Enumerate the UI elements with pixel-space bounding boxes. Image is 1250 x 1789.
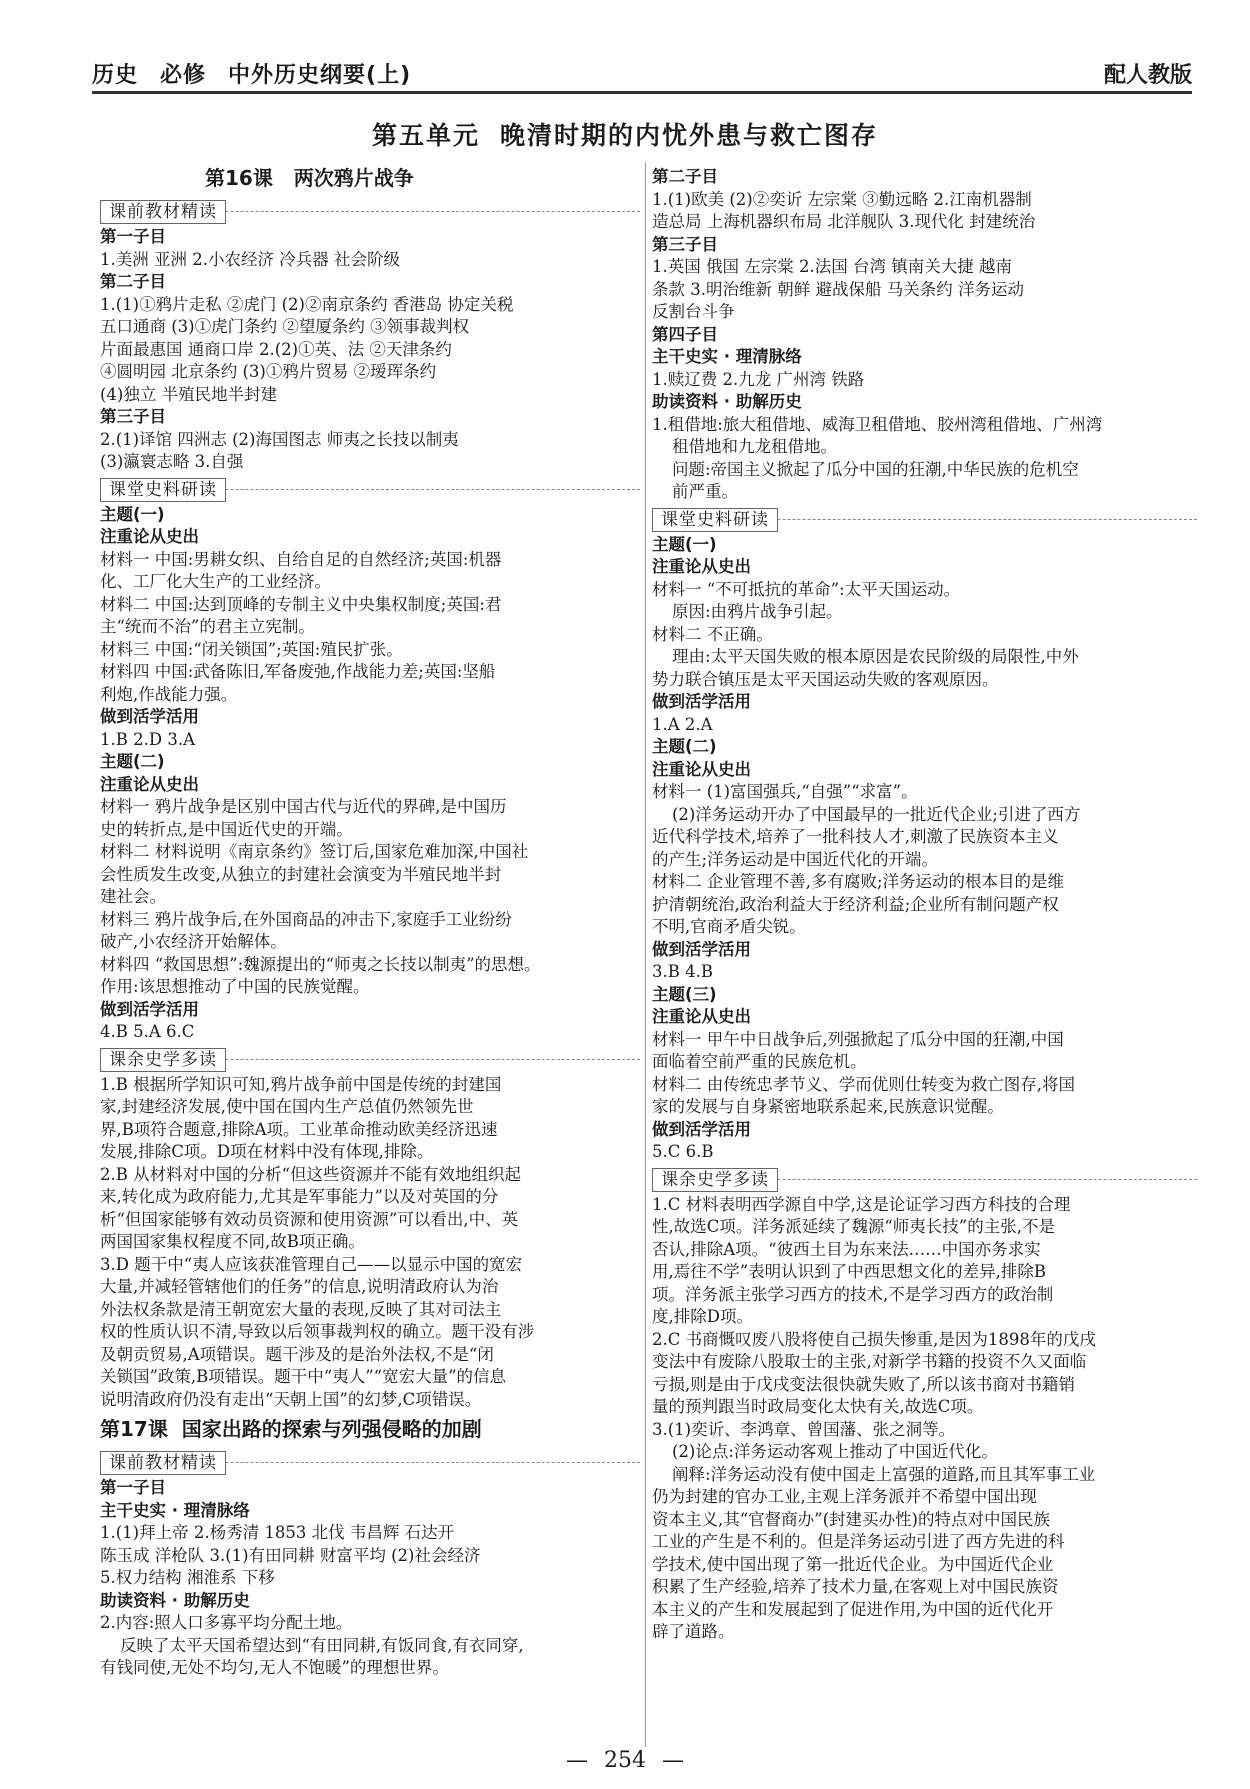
material-line: 材料四 “救国思想”:魏源提出的“师夷之长技以制夷”的思想。 (100, 954, 541, 974)
explanation-line: 外法权条款是清王朝宽宏大量的表现,反映了其对司法主 (100, 1299, 502, 1319)
material-line: 会性质发生改变,从独立的封建社会演变为半殖民地半封 (100, 864, 502, 884)
material-line: 破产,小农经济开始解体。 (100, 932, 287, 951)
material-line: 的产生;洋务运动是中国近代化的开端。 (652, 849, 939, 869)
material-line: 材料二 材料说明《南京条约》签订后,国家危难加深,中国社 (100, 842, 529, 861)
explanation-line: 1.B 根据所学知识可知,鸦片战争前中国是传统的封建国 (100, 1074, 502, 1094)
lesson-16-number: 第16课 (205, 166, 273, 190)
subheading: 第二子目 (100, 272, 166, 291)
lesson-17-name: 国家出路的探索与列强侵略的加剧 (181, 1417, 482, 1441)
section-pre-reading-2 (100, 1447, 640, 1477)
subheading: 助读资料 · 助解历史 (652, 392, 802, 411)
answer-line: ④圆明园 北京条约 (3)①鸦片贸易 ②瑷珲条约 (100, 362, 437, 381)
explanation-line: 项。洋务派主张学习西方的技术,不是学习西方的政治制 (652, 1284, 1054, 1304)
explanation-line: 用,焉往不学”表明认识到了中西思想文化的差异,排除B (652, 1262, 1047, 1281)
answer-line: 2.内容:照人口多寡平均分配土地。 (100, 1613, 353, 1632)
material-line: 材料二 由传统忠孝节义、学而优则仕转变为救亡图存,将国 (652, 1074, 1075, 1094)
material-line: 材料一 “不可抵抗的革命”:太平天国运动。 (652, 579, 961, 599)
page-number (0, 1748, 1250, 1773)
header-rule (92, 91, 1192, 94)
material-line: (2)洋务运动开办了中国最早的一批近代企业;引进了西方 (672, 804, 1081, 824)
material-line: 原因:由鸦片战争引起。 (672, 602, 843, 621)
subheading: 做到活学活用 (100, 707, 199, 726)
answer-line: (3)瀛寰志略 3.自强 (100, 452, 244, 471)
unit-name: 晚清时期的内忧外患与救亡图存 (500, 121, 879, 150)
section-pre-reading-label: 课前教材精读 (100, 200, 226, 224)
section-classroom (100, 474, 640, 504)
material-line: 近代科学技术,培养了一批科技人才,刺激了民族资本主义 (652, 827, 1059, 846)
answer-line: 前严重。 (672, 482, 738, 501)
topic-heading: 主题(一) (100, 504, 165, 524)
explanation-line: 2.C 书商慨叹废八股将使自己损失惨重,是因为1898年的戊戌 (652, 1329, 1096, 1349)
answer-line: 4.B 5.A 6.C (100, 1022, 195, 1041)
explanation-line: 度,排除D项。 (652, 1307, 753, 1326)
explanation-line: 2.B 从材料对中国的分析“但这些资源并不能有效地组织起 (100, 1164, 522, 1184)
topic-heading: 主题(一) (652, 534, 717, 554)
material-line: 材料二 中国:达到顶峰的专制主义中央集权制度;英国:君 (100, 594, 502, 614)
explanation-line: 来,转化成为政府能力,尤其是军事能力”以及对英国的分 (100, 1187, 499, 1206)
left-column (100, 160, 640, 1680)
material-line: 主“统而不治”的君主立宪制。 (100, 617, 315, 636)
answer-line: 反映了太平天国希望达到“有田同耕,有饭同食,有衣同穿, (120, 1635, 524, 1655)
material-line: 材料一 (1)富国强兵,“自强”“求富”。 (652, 782, 918, 801)
material-line: 史的转折点,是中国近代史的开端。 (100, 819, 353, 839)
header-book: 中外历史纲要(上) (228, 63, 412, 88)
subheading: 做到活学活用 (652, 1119, 751, 1139)
explanation-line: 阐释:洋务运动没有使中国走上富强的道路,而且其军事工业 (672, 1464, 1096, 1484)
material-line: 建社会。 (100, 887, 166, 906)
right-column (652, 166, 1197, 1644)
material-line: 材料二 不正确。 (652, 624, 773, 644)
section-pre-reading-2-label: 课前教材精读 (100, 1451, 226, 1475)
material-line: 利炮,作战能力强。 (100, 684, 238, 704)
material-line: 材料三 中国:“闭关锁国”;英国:殖民扩张。 (100, 639, 403, 659)
answer-line: 3.B 4.B (652, 962, 713, 981)
section-pre-reading (100, 196, 640, 226)
subheading: 助读资料 · 助解历史 (100, 1590, 250, 1610)
section-extra-reading (100, 1044, 640, 1074)
subheading: 第四子目 (652, 324, 718, 344)
topic-heading: 主题(三) (652, 984, 717, 1004)
answer-line: 5.C 6.B (652, 1142, 714, 1161)
explanation-line: 资本主义,其“官督商办”(封建买办性)的特点对中国民族 (652, 1509, 1050, 1529)
material-line: 理由:太平天国失败的根本原因是农民阶级的局限性,中外 (672, 647, 1079, 666)
subheading: 做到活学活用 (652, 939, 751, 959)
subheading: 主干史实 · 理清脉络 (652, 347, 802, 366)
header-edition: 配人教版 (1103, 63, 1192, 88)
answer-line: 有钱同使,无处不均匀,无人不饱暖”的理想世界。 (100, 1658, 449, 1677)
material-line: 材料二 企业管理不善,多有腐败;洋务运动的根本目的是维 (652, 872, 1065, 891)
material-line: 材料一 鸦片战争是区别中国古代与近代的界碑,是中国历 (100, 797, 507, 816)
explanation-line: 析“但国家能够有效动员资源和使用资源”可以看出,中、英 (100, 1209, 519, 1229)
explanation-line: 两国国家集权程度不同,故B项正确。 (100, 1232, 365, 1251)
answer-line: 1.(1)①鸦片走私 ②虎门 (2)②南京条约 香港岛 协定关税 (100, 294, 514, 314)
explanation-line: 关锁国”政策,B项错误。题干中“夷人”“宽宏大量”的信息 (100, 1367, 507, 1386)
subheading: 第三子目 (100, 407, 166, 426)
explanation-line: 及朝贡贸易,A项错误。题干涉及的是治外法权,不是“闭 (100, 1344, 494, 1364)
explanation-line: 性,故选C项。洋务派延续了魏源“师夷长技”的主张,不是 (652, 1217, 1055, 1236)
lesson-16-name: 两次鸦片战争 (293, 166, 414, 190)
lesson-17-title (100, 1411, 640, 1447)
material-line: 材料一 甲午中日战争后,列强掀起了瓜分中国的狂潮,中国 (652, 1029, 1064, 1049)
subheading: 注重论从史出 (100, 774, 199, 794)
section-classroom-right (652, 504, 1197, 534)
answer-line: 1.A 2.A (652, 714, 713, 734)
answer-line: 1.B 2.D 3.A (100, 729, 195, 749)
material-line: 作用:该思想推动了中国的民族觉醒。 (100, 977, 370, 996)
answer-line: 1.租借地:旅大租借地、威海卫租借地、胶州湾租借地、广州湾 (652, 414, 1103, 434)
explanation-line: 工业的产生是不利的。但是洋务运动引进了西方先进的科 (652, 1532, 1065, 1551)
answer-line: 1.英国 俄国 左宗棠 2.法国 台湾 镇南关大捷 越南 (652, 257, 1012, 276)
section-classroom-right-label: 课堂史料研读 (652, 508, 778, 532)
answer-line: 5.权力结构 湘淮系 下移 (100, 1568, 275, 1587)
subheading: 第一子目 (100, 227, 166, 246)
header-subject: 历史 (92, 63, 139, 88)
lesson-17-number: 第17课 (100, 1417, 168, 1441)
page-number-dash: — (566, 1748, 588, 1773)
explanation-line: 辟了道路。 (652, 1622, 735, 1641)
answer-line: 问题:帝国主义掀起了瓜分中国的狂潮,中华民族的危机空 (672, 459, 1079, 479)
section-extra-reading-right (652, 1164, 1197, 1194)
answer-line: (4)独立 半殖民地半封建 (100, 384, 278, 404)
explanation-line: 界,B项符合题意,排除A项。工业革命推动欧美经济迅速 (100, 1119, 498, 1139)
explanation-line: 大量,并减轻管辖他们的任务”的信息,说明清政府认为治 (100, 1277, 499, 1296)
page-number-value: 254 (604, 1748, 646, 1773)
explanation-line: 发展,排除C项。D项在材料中没有体现,排除。 (100, 1142, 434, 1161)
subheading: 做到活学活用 (100, 999, 199, 1019)
explanation-line: 3.D 题干中“夷人应该获准管理自己——以显示中国的宽宏 (100, 1254, 523, 1274)
header-book-info (92, 58, 433, 89)
answer-line: 1.(1)欧美 (2)②奕䜣 左宗棠 ③勤远略 2.江南机器制 (652, 189, 1032, 209)
lesson-16-title (100, 160, 640, 196)
material-line: 家的发展与自身紧密地联系起来,民族意识觉醒。 (652, 1097, 1004, 1116)
section-classroom-label: 课堂史料研读 (100, 478, 226, 502)
explanation-line: 权的性质认识不清,导致以后领事裁判权的确立。题干没有涉 (100, 1322, 535, 1341)
page-number-dash: — (662, 1748, 684, 1773)
subheading: 做到活学活用 (652, 692, 751, 711)
unit-title (0, 116, 1250, 152)
section-extra-reading-right-label: 课余史学多读 (652, 1168, 778, 1192)
material-line: 材料三 鸦片战争后,在外国商品的冲击下,家庭手工业纷纷 (100, 909, 512, 929)
answer-line: 五口通商 (3)①虎门条约 ②望厦条约 ③领事裁判权 (100, 317, 470, 336)
answer-line: 陈玉成 洋枪队 3.(1)有田同耕 财富平均 (2)社会经济 (100, 1545, 481, 1565)
explanation-line: 亏损,则是由于戊戌变法很快就失败了,所以该书商对书籍销 (652, 1374, 1075, 1394)
material-line: 护清朝统治,政治利益大于经济利益;企业所有制问题产权 (652, 894, 1059, 914)
subheading: 第三子目 (652, 234, 718, 254)
subheading: 主干史实 · 理清脉络 (100, 1500, 250, 1520)
subheading: 注重论从史出 (100, 527, 199, 546)
answer-line: 1.(1)拜上帝 2.杨秀清 1853 北伐 韦昌辉 石达开 (100, 1523, 455, 1542)
explanation-line: 1.C 材料表明西学源自中学,这是论证学习西方科技的合理 (652, 1194, 1071, 1214)
topic-heading: 主题(二) (100, 752, 165, 771)
subheading: 注重论从史出 (652, 759, 751, 779)
answer-line: 造总局 上海机器织布局 北洋舰队 3.现代化 封建统治 (652, 212, 1036, 231)
material-line: 化、工厂化大生产的工业经济。 (100, 572, 331, 591)
explanation-line: (2)论点:洋务运动客观上推动了中国近代化。 (672, 1442, 998, 1461)
explanation-line: 学技术,使中国出现了第一批近代企业。为中国近代企业 (652, 1554, 1054, 1574)
subheading: 第一子目 (100, 1478, 166, 1497)
explanation-line: 说明清政府仍没有走出“天朝上国”的幻梦,C项错误。 (100, 1389, 482, 1409)
explanation-line: 本主义的产生和发展起到了促进作用,为中国的近代化开 (652, 1599, 1054, 1619)
answer-line: 条款 3.明治维新 朝鲜 避战保船 马关条约 洋务运动 (652, 279, 1024, 299)
explanation-line: 变法中有废除八股取士的主张,对新学书籍的投资不久又面临 (652, 1352, 1087, 1371)
material-line: 势力联合镇压是太平天国运动失败的客观原因。 (652, 669, 999, 689)
explanation-line: 家,封建经济发展,使中国在国内生产总值仍然领先世 (100, 1097, 474, 1116)
explanation-line: 积累了生产经验,培养了技术力量,在客观上对中国民族资 (652, 1577, 1059, 1596)
answer-line: 2.(1)译馆 四洲志 (2)海国图志 师夷之长技以制夷 (100, 429, 459, 449)
material-line: 材料四 中国:武备陈旧,军备废弛,作战能力差;英国:坚船 (100, 662, 496, 681)
material-line: 材料一 中国:男耕女织、自给自足的自然经济;英国:机器 (100, 549, 502, 569)
answer-line: 反割台斗争 (652, 302, 735, 321)
material-line: 不明,官商矛盾尖锐。 (652, 917, 806, 936)
explanation-line: 否认,排除A项。“彼西土目为东来法……中国亦务求实 (652, 1239, 1041, 1259)
unit-number: 第五单元 (371, 121, 480, 150)
explanation-line: 3.(1)奕䜣、李鸿章、曾国藩、张之洞等。 (652, 1419, 956, 1439)
section-extra-reading-label: 课余史学多读 (100, 1048, 226, 1072)
answer-line: 1.美洲 亚洲 2.小农经济 冷兵器 社会阶级 (100, 249, 400, 269)
answer-line: 1.赎辽费 2.九龙 广州湾 铁路 (652, 369, 865, 389)
subheading: 注重论从史出 (652, 557, 751, 576)
answer-line: 片面最惠国 通商口岸 2.(2)①英、法 ②天津条约 (100, 339, 452, 359)
topic-heading: 主题(二) (652, 737, 717, 756)
material-line: 面临着空前严重的民族危机。 (652, 1052, 867, 1071)
answer-line: 租借地和九龙租借地。 (672, 437, 837, 456)
subheading: 注重论从史出 (652, 1007, 751, 1026)
explanation-line: 量的预判跟当时政局变化太快有关,故选C项。 (652, 1397, 984, 1416)
column-divider (645, 162, 646, 1747)
page-header (92, 56, 1192, 94)
explanation-line: 仍为封建的官办工业,主观上洋务派并不希望中国出现 (652, 1487, 1037, 1506)
header-track: 必修 (160, 63, 207, 88)
subheading: 第二子目 (652, 167, 718, 186)
